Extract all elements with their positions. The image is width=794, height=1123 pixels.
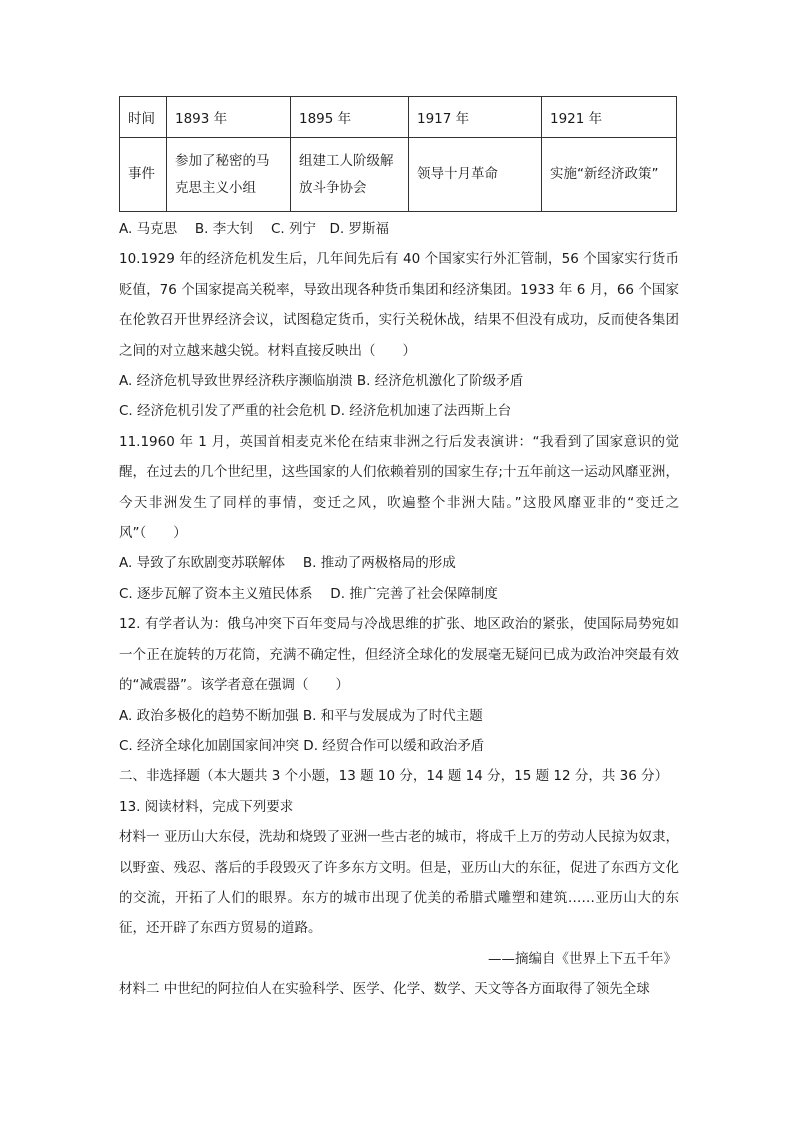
- table-cell: 组建工人阶级解放斗争协会: [291, 138, 409, 212]
- table-cell: 1895 年: [291, 97, 409, 138]
- table-cell: 参加了秘密的马克思主义小组: [167, 138, 291, 212]
- q12-options-ab: A. 政治多极化的趋势不断加强 B. 和平与发展成为了时代主题: [119, 707, 483, 724]
- q11-stem: 11.1960 年 1 月，英国首相麦克米伦在结束非洲之行后发表演讲：“我看到了国家意识的觉醒，在过去的几个世纪里，这些国家的人们依赖着别的国家生存;十五年前这一运动风靡亚洲，今天非洲发生了同样的事情，变迁之风，吹遍整个非洲大陆。”这股风靡亚非的“变迁之风”（ ）: [119, 433, 679, 542]
- section-heading: 二、非选择题（本大题共 3 个小题，13 题 10 分，14 题 14 分，15 题 12 分，共 36 分）: [119, 768, 669, 785]
- q10-options-cd: C. 经济危机引发了严重的社会危机 D. 经济危机加速了法西斯上台: [119, 403, 512, 420]
- q10-options-ab: A. 经济危机导致世界经济秩序濒临崩溃 B. 经济危机激化了阶级矛盾: [119, 373, 524, 390]
- q12-stem: 12. 有学者认为：俄乌冲突下百年变局与冷战思维的扩张、地区政治的紧张，使国际局势宛如一个正在旋转的万花筒，充满不确定性，但经济全球化的发展毫无疑问已成为政治冲突最有效的“减震器”。该学者意在强调（ ）: [119, 616, 679, 694]
- table-cell: 实施“新经济政策”: [542, 138, 677, 212]
- table-cell: 事件: [120, 138, 167, 212]
- table-header-row: [120, 97, 677, 138]
- q13-material-2: 材料二 中世纪的阿拉伯人在实验科学、医学、化学、数学、天文等各方面取得了领先全球: [119, 981, 650, 998]
- q13-title: 13. 阅读材料，完成下列要求: [119, 798, 294, 815]
- q13-source-1: ——摘编自《世界上下五千年》: [488, 950, 677, 967]
- lenin-timeline-table: [119, 96, 677, 212]
- q9-options: A. 马克思 B. 李大钊 C. 列宁 D. 罗斯福: [119, 221, 389, 237]
- table-cell: 领导十月革命: [409, 138, 542, 212]
- table-row: [120, 138, 677, 212]
- question-content: [119, 214, 679, 1005]
- table-cell: 时间: [120, 97, 167, 138]
- q12-options-cd: C. 经济全球化加剧国家间冲突 D. 经贸合作可以缓和政治矛盾: [119, 737, 485, 754]
- q10-stem: 10.1929 年的经济危机发生后，几年间先后有 40 个国家实行外汇管制，56 个国家实行货币贬值，76 个国家提高关税率，导致出现各种货币集团和经济集团。1933 年 6 月，66 个国家在伦敦召开世界经济会议，试图稳定货币，实行关税休战，结果不但没有成功，反而使各集团之间的对立越来越尖锐。材料直接反映出（ ）: [119, 251, 679, 359]
- q13-material-1: 材料一 亚历山大东侵，洗劫和烧毁了亚洲一些古老的城市，将成千上万的劳动人民掠为奴隶，以野蛮、残忍、落后的手段毁灭了许多东方文明。但是，亚历山大的东征，促进了东西方文化的交流，开拓了人们的眼界。东方的城市出现了优美的希腊式雕塑和建筑……亚历山大的东征，还开辟了东西方贸易的道路。: [119, 829, 679, 937]
- table-cell: 1921 年: [542, 97, 677, 138]
- q11-options-cd: C. 逐步瓦解了资本主义殖民体系 D. 推广完善了社会保障制度: [119, 585, 498, 602]
- q11-options-ab: A. 导致了东欧剧变苏联解体 B. 推动了两极格局的形成: [119, 555, 456, 572]
- table-cell: 1893 年: [167, 97, 291, 138]
- table-cell: 1917 年: [409, 97, 542, 138]
